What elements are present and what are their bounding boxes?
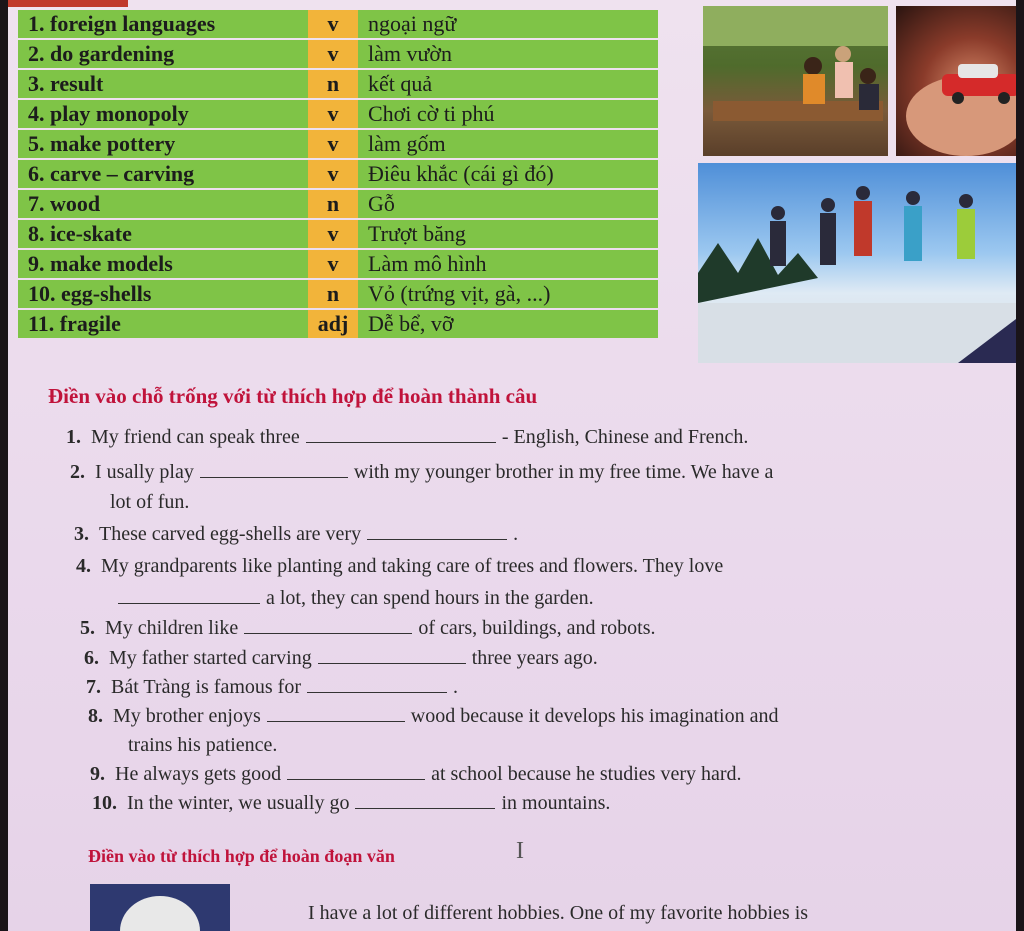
text-cursor-icon: I — [516, 838, 524, 864]
question-number: 3. — [74, 523, 89, 545]
question-10: 10. In the winter, we usually go in mountains. — [92, 792, 611, 814]
question-2-continued: lot of fun. — [110, 491, 190, 513]
vocab-word: 10. egg-shells — [18, 280, 308, 308]
vocabulary-table — [18, 8, 658, 340]
question-number: 9. — [90, 763, 105, 785]
vocab-meaning: Chơi cờ ti phú — [358, 100, 658, 128]
vocab-type: v — [308, 160, 358, 188]
question-7: 7. Bát Tràng is famous for . — [86, 676, 458, 698]
toy-car-photo — [896, 6, 1016, 156]
vocab-row — [18, 220, 658, 248]
vocab-type: n — [308, 280, 358, 308]
vocab-type: v — [308, 10, 358, 38]
vocab-row — [18, 70, 658, 98]
exercise-1-title: Điền vào chỗ trống với từ thích hợp để hoàn thành câu — [48, 384, 538, 408]
vocab-word: 3. result — [18, 70, 308, 98]
vocab-meaning: làm vườn — [358, 40, 658, 68]
vocab-row — [18, 190, 658, 218]
question-number: 4. — [76, 555, 91, 577]
vocab-row — [18, 310, 658, 338]
question-8-continued: trains his patience. — [128, 734, 278, 756]
vocab-word: 9. make models — [18, 250, 308, 278]
question-5: 5. My children like of cars, buildings, and robots. — [80, 617, 656, 639]
answer-blank-1[interactable] — [306, 441, 496, 443]
question-8: 8. My brother enjoys wood because it develops his imagination and — [88, 705, 779, 727]
vocab-word: 6. carve – carving — [18, 160, 308, 188]
vocab-row — [18, 160, 658, 188]
question-1: 1. My friend can speak three - English, Chinese and French. — [66, 426, 749, 448]
question-number: 7. — [86, 676, 101, 698]
worksheet-page — [8, 0, 1016, 931]
vocab-type: v — [308, 250, 358, 278]
vocab-row — [18, 40, 658, 68]
vocab-word: 11. fragile — [18, 310, 308, 338]
vocab-word: 4. play monopoly — [18, 100, 308, 128]
question-number: 1. — [66, 426, 81, 448]
vocab-word: 7. wood — [18, 190, 308, 218]
paragraph-text: I have a lot of different hobbies. One of my favorite hobbies is — [308, 902, 809, 924]
question-4: 4. My grandparents like planting and taking care of trees and flowers. They love — [76, 555, 724, 577]
vocab-word: 1. foreign languages — [18, 10, 308, 38]
answer-blank-5[interactable] — [244, 632, 412, 634]
vocab-meaning: Làm mô hình — [358, 250, 658, 278]
question-2: 2. I usally play with my younger brother in my free time. We have a — [70, 461, 774, 483]
vocab-word: 2. do gardening — [18, 40, 308, 68]
exercise-2-title: Điền vào từ thích hợp để hoàn đoạn văn — [88, 846, 395, 866]
vocab-type: v — [308, 40, 358, 68]
question-number: 8. — [88, 705, 103, 727]
answer-blank-3[interactable] — [367, 538, 507, 540]
vocab-word: 5. make pottery — [18, 130, 308, 158]
answer-blank-7[interactable] — [307, 691, 447, 693]
vocab-meaning: Trượt băng — [358, 220, 658, 248]
vocab-meaning: làm gốm — [358, 130, 658, 158]
vocab-type: adj — [308, 310, 358, 338]
ice-skating-photo — [698, 163, 1016, 363]
question-number: 6. — [84, 647, 99, 669]
vocab-meaning: Điêu khắc (cái gì đó) — [358, 160, 658, 188]
question-9: 9. He always gets good at school because he studies very hard. — [90, 763, 742, 785]
answer-blank-10[interactable] — [355, 807, 495, 809]
question-4-continued: a lot, they can spend hours in the garden. — [112, 587, 594, 610]
question-3: 3. These carved egg-shells are very . — [74, 523, 519, 545]
vocab-row — [18, 280, 658, 308]
vocab-meaning: Gỗ — [358, 190, 658, 218]
gardening-photo — [703, 6, 888, 156]
question-number: 10. — [92, 792, 117, 814]
vocab-type: v — [308, 220, 358, 248]
question-number: 2. — [70, 461, 85, 483]
vocab-row — [18, 130, 658, 158]
header-strip — [8, 0, 128, 7]
vocab-row — [18, 10, 658, 38]
vocab-meaning: ngoại ngữ — [358, 10, 658, 38]
vocab-meaning: Vỏ (trứng vịt, gà, ...) — [358, 280, 658, 308]
vocab-type: v — [308, 130, 358, 158]
vocab-word: 8. ice-skate — [18, 220, 308, 248]
vocab-row — [18, 250, 658, 278]
vocab-type: n — [308, 70, 358, 98]
answer-blank-8[interactable] — [267, 720, 405, 722]
vocab-meaning: kết quả — [358, 70, 658, 98]
answer-blank-4[interactable] — [118, 602, 260, 604]
answer-blank-2[interactable] — [200, 476, 348, 478]
question-6: 6. My father started carving three years ago. — [84, 647, 598, 669]
vocab-meaning: Dễ bể, vỡ — [358, 310, 658, 338]
vocab-type: n — [308, 190, 358, 218]
answer-blank-9[interactable] — [287, 778, 425, 780]
answer-blank-6[interactable] — [318, 662, 466, 664]
egg-shell-image — [90, 884, 230, 931]
vocab-type: v — [308, 100, 358, 128]
question-number: 5. — [80, 617, 95, 639]
vocab-row — [18, 100, 658, 128]
